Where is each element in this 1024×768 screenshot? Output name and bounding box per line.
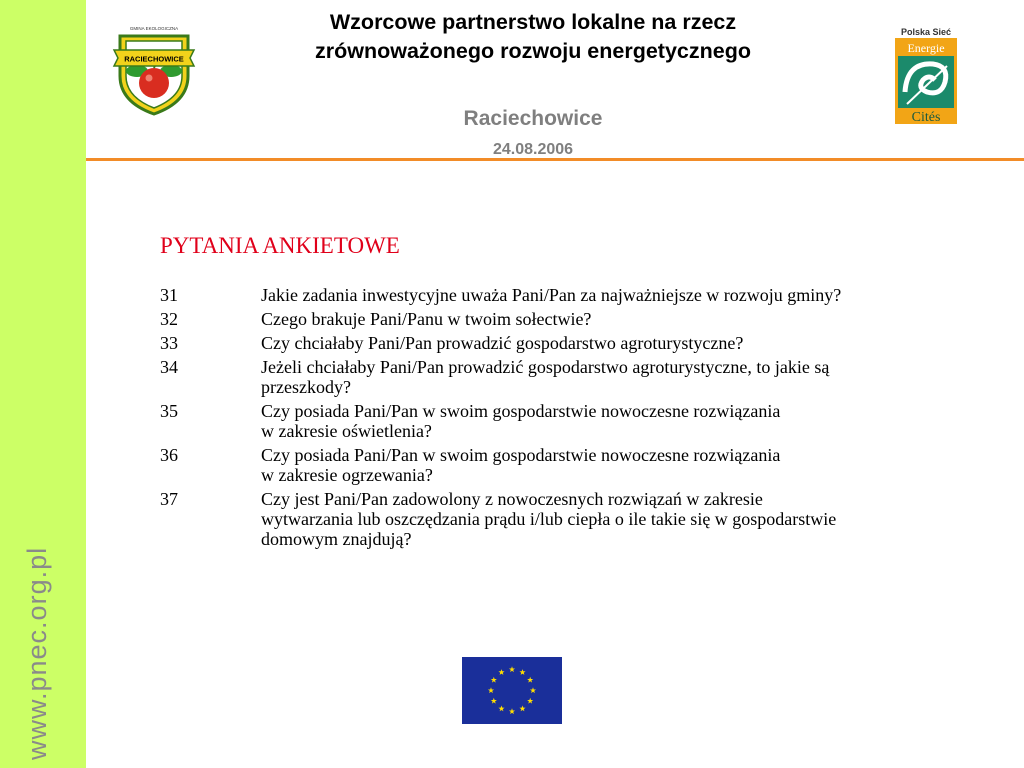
side-bar bbox=[0, 0, 86, 768]
section-heading: PYTANIA ANKIETOWE bbox=[160, 233, 400, 258]
website-url: www.pnec.org.pl bbox=[22, 546, 52, 760]
polska-siec-energie-cites-logo-icon bbox=[893, 26, 959, 126]
question-number: 32 bbox=[160, 309, 178, 329]
question-number: 37 bbox=[160, 489, 178, 509]
logo-text-energie: Energie bbox=[907, 41, 945, 55]
question-text: Czy chciałaby Pani/Pan prowadzić gospodarstwo agroturystyczne? bbox=[261, 333, 744, 353]
eu-flag-icon bbox=[462, 657, 562, 724]
question-number: 31 bbox=[160, 285, 178, 305]
question-text: Czy posiada Pani/Pan w swoim gospodarstwie nowoczesne rozwiązania w zakresie ogrzewania? bbox=[261, 445, 781, 485]
list-item bbox=[160, 401, 1010, 441]
question-text: Czego brakuje Pani/Panu w twoim sołectwie? bbox=[261, 309, 592, 329]
list-item bbox=[160, 357, 1010, 397]
question-text: Jeżeli chciałaby Pani/Pan prowadzić gospodarstwo agroturystyczne, to jakie są przeszkody? bbox=[261, 357, 830, 397]
title-line-1: Wzorcowe partnerstwo lokalne na rzecz bbox=[329, 10, 737, 34]
list-item bbox=[160, 309, 1010, 329]
question-number: 36 bbox=[160, 445, 178, 465]
question-number: 33 bbox=[160, 333, 178, 353]
title-line-2: zrównoważonego rozwoju energetycznego bbox=[314, 39, 751, 63]
list-item bbox=[160, 445, 1010, 485]
logo-text-cites: Cités bbox=[911, 110, 941, 125]
coat-of-arms-banner: RACIECHOWICE bbox=[124, 54, 184, 64]
header-divider bbox=[86, 158, 1024, 161]
coat-of-arms-caption: GMINA EKOLOGICZNA bbox=[129, 26, 179, 31]
logo-text-polska-siec: Polska Sieć bbox=[900, 27, 952, 37]
question-number: 35 bbox=[160, 401, 178, 421]
question-text: Czy jest Pani/Pan zadowolony z nowoczesnych rozwiązań w zakresie wytwarzania lub oszczędzania prądu i/lub ciepła o ile takie się w gospodarstwie domowym znajdują? bbox=[261, 489, 837, 549]
event-date: 24.08.2006 bbox=[492, 141, 574, 158]
question-text: Jakie zadania inwestycyjne uważa Pani/Pan za najważniejsze w rozwoju gminy? bbox=[261, 285, 842, 305]
question-list bbox=[160, 285, 1010, 553]
question-text: Czy posiada Pani/Pan w swoim gospodarstwie nowoczesne rozwiązania w zakresie oświetlenia? bbox=[261, 401, 781, 441]
list-item bbox=[160, 333, 1010, 353]
page-title bbox=[200, 8, 866, 66]
raciechowice-coat-of-arms-icon bbox=[110, 20, 198, 116]
list-item bbox=[160, 285, 1010, 305]
list-item bbox=[160, 489, 1010, 549]
question-number: 34 bbox=[160, 357, 178, 377]
place-name: Raciechowice bbox=[463, 107, 603, 130]
